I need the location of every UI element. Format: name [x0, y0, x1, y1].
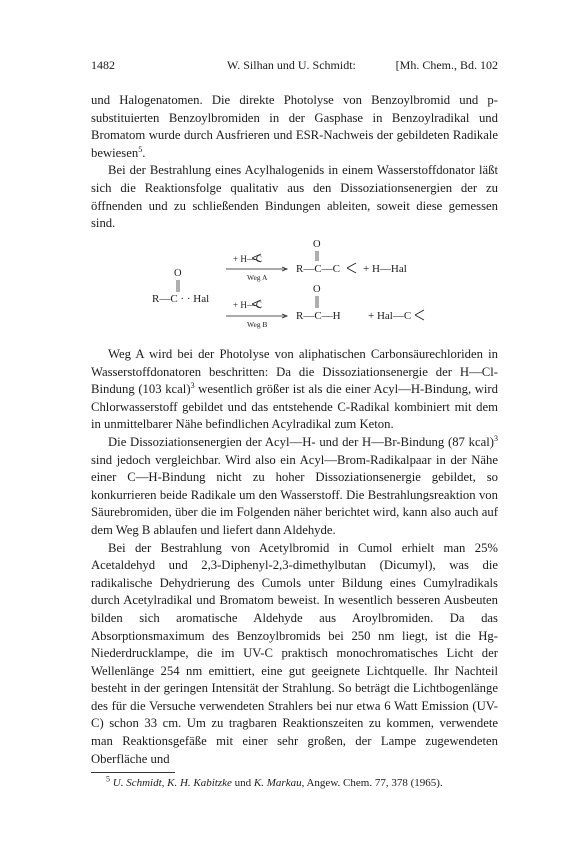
- reference-marker: 5: [138, 144, 143, 154]
- footnote: $^5$ U. Schmidt, K. H. Kabitzke und K. Markau, Angew. Chem. 77, 378 (1965).: [106, 774, 443, 789]
- reactant: R—C · · Hal: [152, 293, 210, 305]
- running-header: [91, 58, 498, 76]
- bond-fork: [347, 263, 356, 273]
- reference-marker: 3: [190, 380, 195, 390]
- reactant-oxygen: O: [174, 268, 182, 279]
- running-header-authors: W. Silhan und U. Schmidt:: [227, 58, 356, 72]
- label-weg-b: Weg B: [247, 320, 268, 329]
- reference-marker: 3: [494, 433, 498, 443]
- byproduct-b: + Hal—C: [368, 310, 412, 322]
- paragraph: und Halogenatomen. Die direkte Photolyse von Benzoylbromid und p-substituierten Benzoylbromiden in der Gasphase in Benzoylradikal und Bromatom wurde durch Ausfrieren und ESR-Nachweis der gebildeten Radikale bewiesen$^5$.: [91, 93, 498, 160]
- main-text: [91, 346, 498, 768]
- product-a-oxygen: O: [313, 239, 321, 250]
- byproduct-a: + H—Hal: [363, 263, 407, 275]
- page-number: 1482: [91, 58, 115, 72]
- reagent-a: + H—C: [233, 254, 262, 264]
- intro-text: [91, 92, 498, 233]
- paragraph: Weg A wird bei der Photolyse von aliphatischen Carbonsäurechloriden in Wasserstoffdonatoren beschritten: Da die Dissoziationsenergie der H—Cl-Bindung (103 kcal)$^3$ wesentlich größer ist als die einer Acyl—H-Bindung, wird Chlorwasserstoff gebildet und das entstehende C-Radikal kombiniert mit dem in unmittelbarer Nähe befindlichen Acylradikal zum Keton.: [91, 347, 498, 432]
- reagent-b: + H—C: [233, 300, 262, 310]
- running-header-journal: [Mh. Chem., Bd. 102: [395, 58, 498, 72]
- product-b: R—C—H: [296, 310, 341, 322]
- label-weg-a: Weg A: [247, 273, 268, 282]
- paragraph: Die Dissoziationsenergien der Acyl—H- und der H—Br-Bindung (87 kcal)$^3$ sind jedoch vergleichbar. Wird also ein Acyl—Brom-Radikalpaar in der Nähe einer C—H-Bindung nicht zu hoher Dissoziationsenergie gebildet, so konkurrieren beide Radikale um den Wasserstoff. Die Bestrahlungsreaktion von Säurebromiden, über die im Folgenden näher berichtet wird, kann also auch auf dem Weg B ablaufen und liefert dann Aldehyde.: [91, 433, 498, 537]
- footnote-marker: 5: [106, 774, 110, 784]
- reaction-scheme: [140, 232, 460, 332]
- bond-fork: [415, 310, 424, 320]
- footnote-citation: , Angew. Chem. 77, 378 (1965).: [301, 777, 443, 789]
- paragraph: Bei der Bestrahlung eines Acylhalogenids in einem Wasserstoffdonator läßt sich die Reaktionsfolge qualitativ aus den Dissoziationsenergien der zu öffnenden und zu schließenden Bindungen ableiten, soweit diese gemessen sind.: [91, 163, 498, 231]
- product-a: R—C—C: [296, 263, 341, 275]
- paragraph: Bei der Bestrahlung von Acetylbromid in Cumol erhielt man 25% Acetaldehyd und 2,3-Diphenyl-2,3-dimethylbutan (Dicumyl), was die radikalische Dehydrierung des Cumols unter Bildung eines Cumylradikals durch Acetylradikal und Bromatom beweist. In wesentlich besseren Ausbeuten bilden sich aromatische Aldehyde aus Aroylbromiden. Da das Absorptionsmaximum des Benzoylbromids bei 250 nm liegt, ist die Hg-Niederdrucklampe, die im UV-C praktisch monochromatisches Licht der Wellenlänge 254 nm emittiert, eine gut geeignete Lichtquelle. Ihr Nachteil besteht in der geringen Intensität der Strahlung. So beträgt die Lichtbogenlänge des für die Versuche verwendeten Strahlers bei nur etwa 6 Watt Emission (UV-C) schon 33 cm. Um zu tragbaren Reaktionszeiten zu kommen, verwendete man Reaktionsgefäße mit einer sehr großen, der Lampe zugewendeten Oberfläche und: [91, 540, 498, 766]
- footnote-author: K. Markau: [253, 777, 302, 789]
- footnote-divider: [91, 772, 175, 773]
- reaction-scheme-svg: [140, 232, 460, 332]
- footnote-authors: U. Schmidt, K. H. Kabitzke: [112, 777, 232, 789]
- product-b-oxygen: O: [313, 284, 321, 295]
